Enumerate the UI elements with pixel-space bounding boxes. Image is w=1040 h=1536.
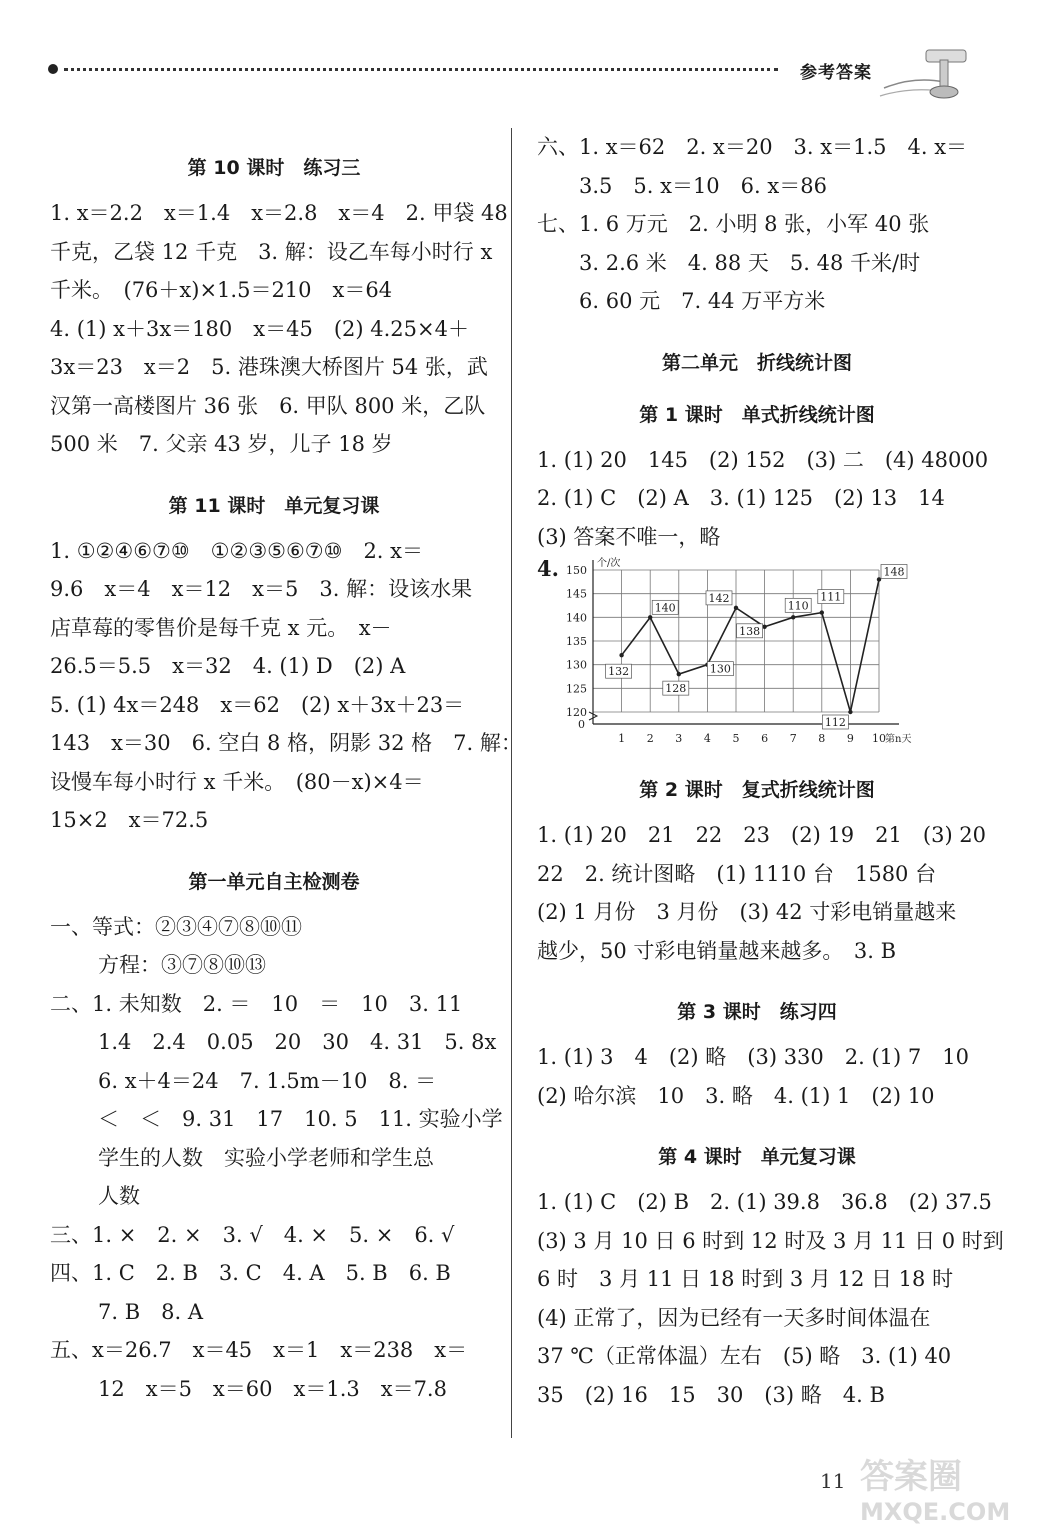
line-chart-block xyxy=(537,556,977,748)
section-heading: 第 4 课时 单元复习课 xyxy=(658,1146,856,1168)
section-gap xyxy=(537,748,977,764)
chart-xtick-label: 1 xyxy=(618,732,626,745)
section-heading: 第 3 课时 练习四 xyxy=(677,1001,837,1023)
chart-xtick-label: 3 xyxy=(675,732,683,745)
chart-data-label: 130 xyxy=(709,662,731,676)
answer-line: 四、1. C 2. B 3. C 4. A 5. B 6. B xyxy=(50,1261,451,1285)
section-gap xyxy=(537,321,977,337)
chart-xtick-label: 4 xyxy=(703,732,711,745)
watermark-logo xyxy=(820,1448,1030,1528)
answer-line: 6. x＋4＝24 7. 1.5m－10 8. ＝ xyxy=(98,1068,437,1093)
answer-line: 3. 2.6 米 4. 88 天 5. 48 千米/时 xyxy=(579,250,921,275)
chart-data-label: 140 xyxy=(654,601,676,615)
chart-question-number: 4. xyxy=(537,556,559,581)
chart-point xyxy=(619,653,623,657)
answer-line: 143 x＝30 6. 空白 8 格，阴影 32 格 7. 解： xyxy=(50,731,522,755)
chart-point xyxy=(677,672,681,676)
chart-xlabel: 第n天 xyxy=(885,734,912,745)
chart-point xyxy=(648,615,652,619)
answer-line: 千克，乙袋 12 千克 3. 解：设乙车每小时行 x xyxy=(50,239,493,264)
section-heading: 第 10 课时 练习三 xyxy=(187,157,361,179)
answer-line: 9.6 x＝4 x＝12 x＝5 3. 解：设该水果 xyxy=(50,577,473,601)
answer-line: 人数 xyxy=(98,1184,140,1208)
section-gap xyxy=(50,840,498,856)
chart-data-label: 142 xyxy=(708,591,730,605)
section-heading: 第 11 课时 单元复习课 xyxy=(168,494,380,517)
chart-data-label: 148 xyxy=(883,565,905,579)
chart-point xyxy=(734,606,738,610)
answer-line: ＜ ＜ 9. 31 17 10. 5 11. 实验小学 xyxy=(98,1107,503,1131)
answer-line: 汉第一高楼图片 36 张 6. 甲队 800 米，乙队 xyxy=(50,393,486,418)
answer-line: (2) 1 月份 3 月份 (3) 42 寸彩电销量越来 xyxy=(537,900,957,924)
chart-data-label: 128 xyxy=(665,682,687,696)
answer-line: 学生的人数 实验小学老师和学生总 xyxy=(98,1145,434,1170)
answer-line: 五、x＝26.7 x＝45 x＝1 x＝238 x＝ xyxy=(50,1338,468,1362)
chart-ytick-label: 0 xyxy=(578,718,585,731)
chart-xtick-label: 10 xyxy=(872,732,886,745)
chart-point xyxy=(820,610,824,614)
answer-line: 三、1. × 2. × 3. √ 4. × 5. × 6. √ xyxy=(50,1222,455,1247)
answer-line: (4) 正常了，因为已经有一天多时间体温在 xyxy=(537,1305,931,1330)
chart-ytick-label: 140 xyxy=(566,611,587,625)
chart-ytick-label: 150 xyxy=(566,564,587,577)
left-column xyxy=(50,142,522,1408)
chart-point xyxy=(877,577,881,581)
section-heading: 第二单元 折线统计图 xyxy=(661,351,852,374)
answer-line: 1. ①②④⑥⑦⑩ ①②③⑤⑥⑦⑩ 2. x＝ xyxy=(50,538,424,563)
section-gap xyxy=(537,970,977,986)
svg-text:答案圈: 答案圈 xyxy=(860,1457,962,1497)
pen-decoration-icon xyxy=(874,36,984,106)
section-gap xyxy=(537,1115,977,1131)
chart-xtick-label: 6 xyxy=(761,732,769,745)
header-label: 参考答案 xyxy=(800,63,872,83)
section-heading: 第一单元自主检测卷 xyxy=(188,870,360,893)
chart-data-label: 138 xyxy=(739,624,761,638)
chart-ytick-label: 125 xyxy=(566,682,587,696)
answer-line: 越少，50 寸彩电销量越来越多。 3. B xyxy=(537,938,897,963)
svg-text:MXQE.COM: MXQE.COM xyxy=(860,1498,1011,1526)
answer-line: (3) 答案不唯一，略 xyxy=(537,524,721,549)
chart-data-label: 132 xyxy=(608,665,630,679)
answer-line: 1. x＝2.2 x＝1.4 x＝2.8 x＝4 2. 甲袋 48 xyxy=(50,201,508,225)
right-column xyxy=(537,128,1004,1414)
answer-line: 1. (1) C (2) B 2. (1) 39.8 36.8 (2) 37.5 xyxy=(537,1190,992,1214)
answer-line: 千米。 (76＋x)×1.5＝210 x＝64 xyxy=(50,278,393,302)
answer-line: 26.5＝5.5 x＝32 4. (1) D (2) A xyxy=(50,654,406,678)
answer-line: 6. 60 元 7. 44 万平方米 xyxy=(579,289,826,313)
answer-line: 3x＝23 x＝2 5. 港珠澳大桥图片 54 张，武 xyxy=(50,355,488,379)
header-dotted-rule xyxy=(48,62,778,76)
answer-line: 一、等式：②③④⑦⑧⑩⑪ xyxy=(50,914,302,939)
chart-xtick-label: 9 xyxy=(846,732,854,745)
answer-line: 12 x＝5 x＝60 x＝1.3 x＝7.8 xyxy=(98,1376,447,1401)
chart-xtick-label: 5 xyxy=(732,732,740,745)
answer-line: 4. (1) x＋3x＝180 x＝45 (2) 4.25×4＋ xyxy=(50,316,469,341)
line-chart xyxy=(549,556,981,748)
answer-line: 6 时 3 月 11 日 18 时到 3 月 12 日 18 时 xyxy=(537,1267,954,1291)
answer-line: 3.5 5. x＝10 6. x＝86 xyxy=(579,173,827,198)
chart-ylabel: 个/次 xyxy=(597,558,621,569)
chart-xtick-label: 2 xyxy=(646,732,654,745)
answer-line: 1. (1) 20 145 (2) 152 (3) 二 (4) 48000 xyxy=(537,447,989,472)
chart-point xyxy=(848,710,852,714)
answer-line: 2. (1) C (2) A 3. (1) 125 (2) 13 14 xyxy=(537,486,945,510)
answer-line: 37 ℃（正常体温）左右 (5) 略 3. (1) 40 xyxy=(537,1344,952,1368)
answer-line: 二、1. 未知数 2. ＝ 10 ＝ 10 3. 11 xyxy=(50,991,463,1016)
answer-line: 六、1. x＝62 2. x＝20 3. x＝1.5 4. x＝ xyxy=(537,135,968,159)
answer-line: 1. (1) 3 4 (2) 略 (3) 330 2. (1) 7 10 xyxy=(537,1045,969,1069)
svg-text:11: 11 xyxy=(820,1469,846,1493)
chart-ytick-label: 120 xyxy=(566,706,587,719)
chart-data-label: 112 xyxy=(824,716,846,729)
section-heading: 第 1 课时 单式折线统计图 xyxy=(639,403,875,426)
answer-line: (3) 3 月 10 日 6 时到 12 时及 3 月 11 日 0 时到 xyxy=(537,1228,1004,1253)
answer-line: 15×2 x＝72.5 xyxy=(50,808,209,832)
answer-line: 500 米 7. 父亲 43 岁，儿子 18 岁 xyxy=(50,432,393,456)
chart-ytick-label: 135 xyxy=(566,635,587,648)
answer-line: 设慢车每小时行 x 千米。 (80－x)×4＝ xyxy=(50,769,424,794)
chart-data-label: 111 xyxy=(820,590,842,604)
answer-line: (2) 哈尔滨 10 3. 略 4. (1) 1 (2) 10 xyxy=(537,1083,935,1108)
section-gap xyxy=(50,464,498,480)
answer-line: 1.4 2.4 0.05 20 30 4. 31 5. 8x xyxy=(98,1030,497,1054)
chart-ytick-label: 145 xyxy=(566,587,587,601)
answer-line: 店草莓的零售价是每千克 x 元。 x－ xyxy=(50,615,392,640)
header-dots xyxy=(64,68,778,71)
chart-ytick-label: 130 xyxy=(566,658,587,672)
chart-xtick-label: 7 xyxy=(789,732,797,745)
header-bullet xyxy=(48,64,58,74)
answer-line: 7. B 8. A xyxy=(98,1299,204,1324)
answer-line: 方程：③⑦⑧⑩⑬ xyxy=(98,953,266,977)
chart-point xyxy=(762,625,766,629)
column-divider xyxy=(511,128,512,1438)
answer-line: 5. (1) 4x＝248 x＝62 (2) x＋3x＋23＝ xyxy=(50,692,465,717)
answer-line: 1. (1) 20 21 22 23 (2) 19 21 (3) 20 xyxy=(537,823,987,847)
section-heading: 第 2 课时 复式折线统计图 xyxy=(639,779,875,801)
answer-line: 35 (2) 16 15 30 (3) 略 4. B xyxy=(537,1382,885,1407)
chart-point xyxy=(791,615,795,619)
chart-data-label: 110 xyxy=(787,599,809,613)
chart-xtick-label: 8 xyxy=(818,732,826,745)
answer-line: 七、1. 6 万元 2. 小明 8 张，小军 40 张 xyxy=(537,212,930,236)
answer-line: 22 2. 统计图略 (1) 1110 台 1580 台 xyxy=(537,861,937,886)
